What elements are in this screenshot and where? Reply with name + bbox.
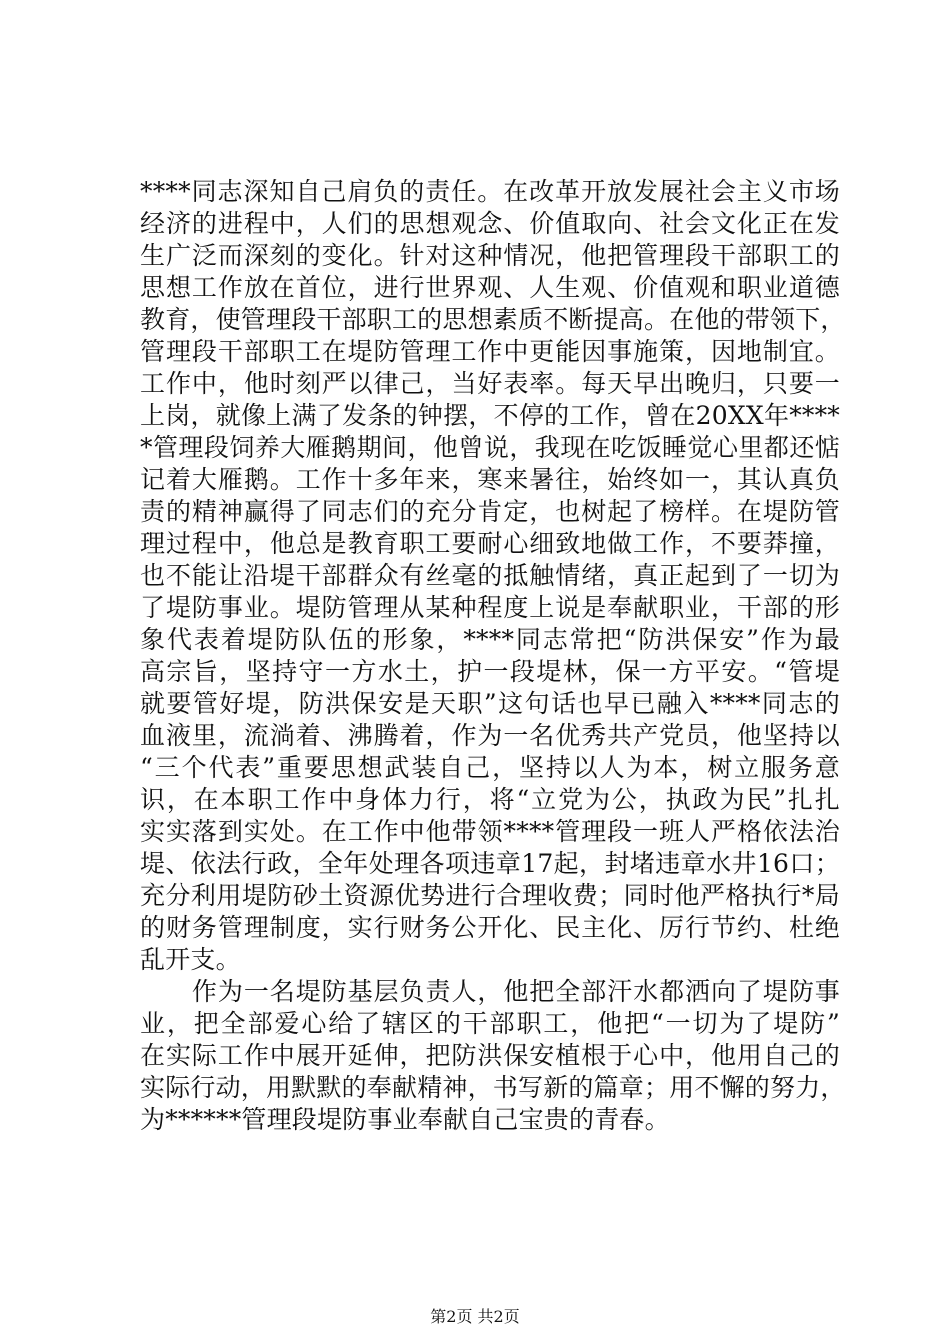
text-line: 生广泛而深刻的变化。针对这种情况，他把管理段干部职工的 [140, 241, 840, 270]
text-line: 高宗旨，坚持守一方水土，护一段堤林，保一方平安。“管堤 [140, 657, 840, 686]
text-line: 责的精神赢得了同志们的充分肯定，也树起了榜样。在堤防管 [140, 497, 840, 526]
text-line: 堤、依法行政，全年处理各项违章17起，封堵违章水井16口； [140, 849, 840, 878]
text-line: 血液里，流淌着、沸腾着，作为一名优秀共产党员，他坚持以 [140, 721, 840, 750]
text-line: 就要管好堤，防洪保安是天职”这句话也早已融入****同志的 [140, 689, 840, 718]
text-line: 了堤防事业。堤防管理从某种程度上说是奉献职业，干部的形 [140, 593, 840, 622]
text-line: 也不能让沿堤干部群众有丝毫的抵触情绪，真正起到了一切为 [140, 561, 840, 590]
text-line: 业，把全部爱心给了辖区的干部职工，他把“一切为了堤防” [140, 1009, 840, 1038]
text-line: *管理段饲养大雁鹅期间，他曾说，我现在吃饭睡觉心里都还惦 [140, 433, 840, 462]
text-line: 充分利用堤防砂土资源优势进行合理收费；同时他严格执行*局 [140, 881, 840, 910]
text-line: 为******管理段堤防事业奉献自己宝贵的青春。 [140, 1105, 670, 1134]
text-line: 经济的进程中，人们的思想观念、价值取向、社会文化正在发 [140, 209, 840, 238]
text-line: 作为一名堤防基层负责人，他把全部汗水都洒向了堤防事 [140, 977, 840, 1006]
text-line: 象代表着堤防队伍的形象，****同志常把“防洪保安”作为最 [140, 625, 840, 654]
page-number: 第2页 共2页 [430, 1307, 520, 1326]
text-line: 实实落到实处。在工作中他带领****管理段一班人严格依法治 [140, 817, 840, 846]
text-line: 理过程中，他总是教育职工要耐心细致地做工作，不要莽撞， [140, 529, 840, 558]
text-line: 思想工作放在首位，进行世界观、人生观、价值观和职业道德 [140, 273, 840, 302]
text-line: ****同志深知自己肩负的责任。在改革开放发展社会主义市场 [140, 177, 840, 206]
body-text [140, 176, 846, 1136]
text-line: 记着大雁鹅。工作十多年来，寒来暑往，始终如一，其认真负 [140, 465, 840, 494]
text-line: 识，在本职工作中身体力行，将“立党为公，执政为民”扎扎 [140, 785, 840, 814]
text-line: 工作中，他时刻严以律己，当好表率。每天早出晚归，只要一 [140, 369, 840, 398]
text-line: 乱开支。 [140, 945, 241, 974]
text-line: 在实际工作中展开延伸，把防洪保安植根于心中，他用自己的 [140, 1041, 840, 1070]
text-line: 的财务管理制度，实行财务公开化、民主化、厉行节约、杜绝 [140, 913, 840, 942]
text-line: 上岗，就像上满了发条的钟摆，不停的工作，曾在20XX年**** [140, 401, 840, 430]
text-line: “三个代表”重要思想武装自己，坚持以人为本，树立服务意 [140, 753, 840, 782]
text-line: 实际行动，用默默的奉献精神，书写新的篇章；用不懈的努力， [140, 1073, 846, 1102]
page-footer [0, 1307, 950, 1327]
text-line: 教育，使管理段干部职工的思想素质不断提高。在他的带领下， [140, 305, 846, 334]
text-line: 管理段干部职工在堤防管理工作中更能因事施策，因地制宜。 [140, 337, 840, 366]
